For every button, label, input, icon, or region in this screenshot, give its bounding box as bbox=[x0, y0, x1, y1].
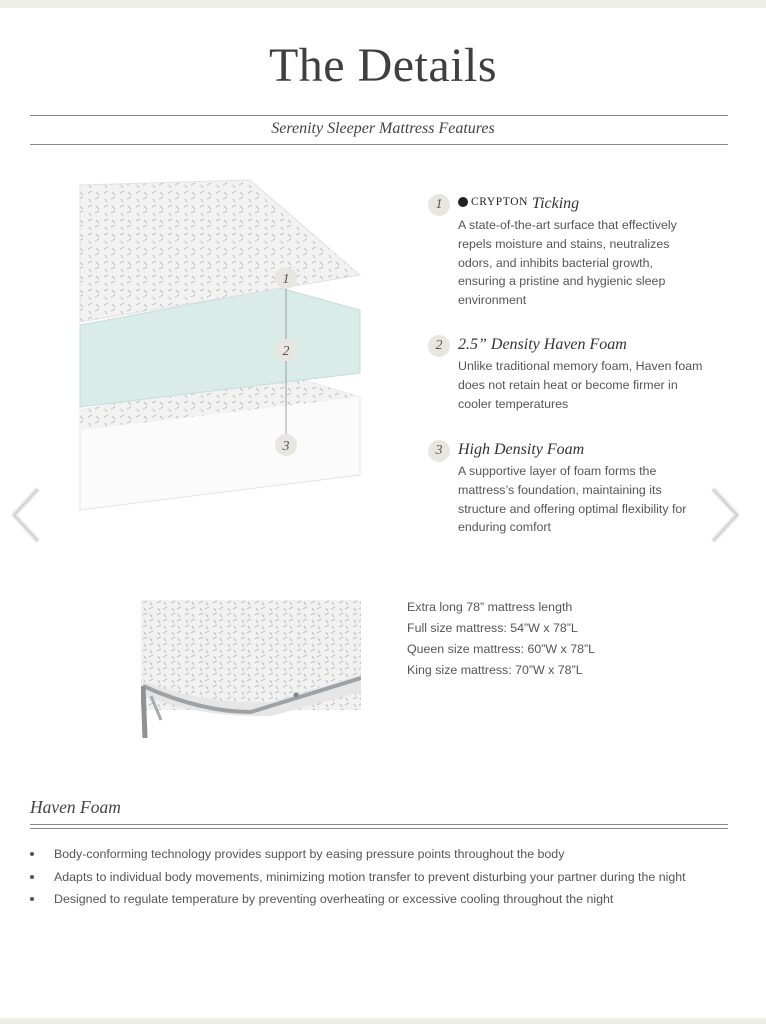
bullet-dot-icon bbox=[30, 897, 34, 901]
frame-leg bbox=[143, 686, 145, 738]
bullet-dot-icon bbox=[30, 875, 34, 879]
haven-divider-2 bbox=[30, 828, 728, 829]
haven-divider-1 bbox=[30, 824, 728, 825]
spec-item: Extra long 78” mattress length bbox=[407, 600, 573, 614]
top-band bbox=[0, 0, 766, 8]
spec-item: Full size mattress: 54”W x 78”L bbox=[407, 621, 578, 635]
haven-foam-bullets bbox=[30, 843, 740, 911]
list-item: Body-conforming technology provides support by easing pressure points throughout the body bbox=[30, 843, 740, 866]
list-item: Designed to regulate temperature by preventing overheating or excessive cooling throughout the night bbox=[30, 888, 740, 911]
list-item: Adapts to individual body movements, minimizing motion transfer to prevent disturbing your partner during the night bbox=[30, 866, 740, 889]
feature-number: 2 bbox=[428, 335, 450, 357]
chevron-right-icon[interactable] bbox=[707, 485, 743, 545]
page-title: The Details bbox=[268, 39, 498, 92]
sleeper-mattress-photo bbox=[141, 600, 361, 738]
size-specs-list bbox=[407, 597, 595, 681]
feature-high-density-foam bbox=[428, 440, 728, 540]
feature-description: A supportive layer of foam forms the mattress’s foundation, maintaining its structure and offering optimal flexibility for enduring comfort bbox=[458, 464, 687, 535]
divider-bottom bbox=[30, 144, 728, 145]
feature-number: 3 bbox=[428, 440, 450, 462]
divider-top bbox=[30, 115, 728, 116]
spec-item: Queen size mattress: 60”W x 78”L bbox=[407, 642, 595, 656]
spec-item: King size mattress: 70”W x 78”L bbox=[407, 663, 583, 677]
feature-number: 1 bbox=[428, 194, 450, 216]
feature-crypton-ticking bbox=[428, 194, 728, 314]
marker-3-text: 3 bbox=[282, 439, 290, 454]
feature-title: 2.5” Density Haven Foam bbox=[458, 336, 627, 353]
feature-description: A state-of-the-art surface that effectively repels moisture and stains, neutralizes odors, and inhibits bacterial growth, ensuring a pristine and hygienic sleep environment bbox=[458, 218, 677, 308]
marker-2-text: 2 bbox=[282, 344, 290, 359]
marker-1-text: 1 bbox=[282, 272, 290, 287]
feature-title: High Density Foam bbox=[458, 441, 585, 458]
crypton-logo-mark-icon bbox=[458, 197, 468, 207]
feature-title: CRYPTON Ticking bbox=[458, 195, 579, 213]
haven-foam-heading: Haven Foam bbox=[30, 797, 121, 817]
bullet-dot-icon bbox=[30, 852, 34, 856]
feature-haven-foam bbox=[428, 335, 728, 415]
page-subtitle: Serenity Sleeper Mattress Features bbox=[271, 120, 495, 137]
mattress-layers-illustration bbox=[70, 175, 370, 520]
feature-description: Unlike traditional memory foam, Haven foam does not retain heat or become firmer in cooler temperatures bbox=[458, 359, 703, 411]
bottom-band bbox=[0, 1018, 766, 1024]
chevron-left-icon[interactable] bbox=[8, 485, 44, 545]
crypton-logo: CRYPTON bbox=[458, 196, 528, 208]
frame-rivet bbox=[294, 693, 299, 698]
